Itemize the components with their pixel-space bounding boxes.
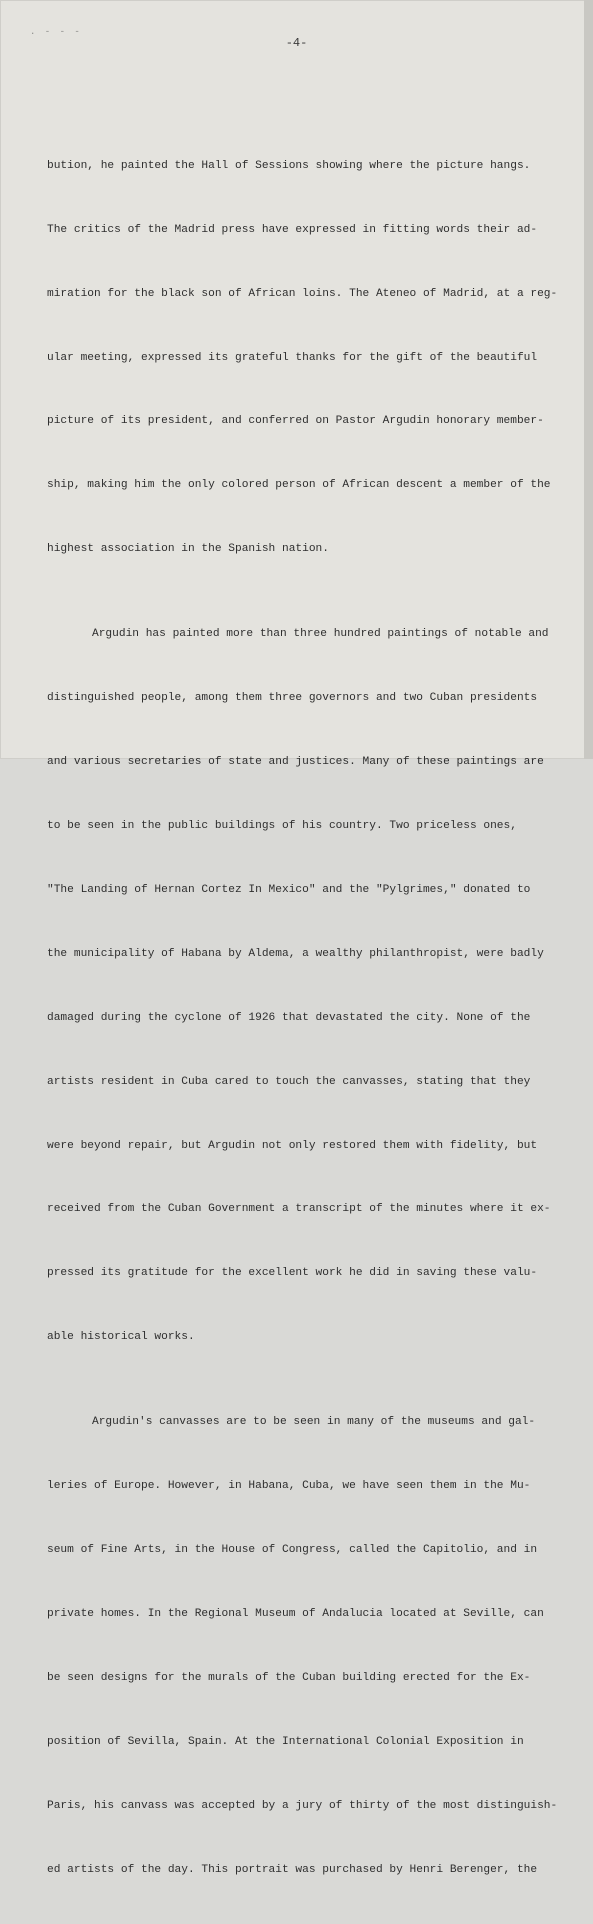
text-line: ular meeting, expressed its grateful thanks for the gift of the beautiful — [47, 351, 538, 364]
text-line: bution, he painted the Hall of Sessions showing where the picture hangs. — [47, 159, 531, 172]
text-line: damaged during the cyclone of 1926 that devastated the city. None of the — [47, 1011, 531, 1024]
text-line: seum of Fine Arts, in the House of Congress, called the Capitolio, and in — [47, 1544, 538, 1557]
text-line: "The Landing of Hernan Cortez In Mexico" and the "Pylgrimes," donated to — [47, 883, 531, 896]
text-line: be seen designs for the murals of the Cuban building erected for the Ex- — [47, 1671, 531, 1684]
page-number: -4- — [285, 36, 308, 50]
text-line: highest association in the Spanish nation. — [47, 543, 329, 556]
text-line: able historical works. — [47, 1331, 195, 1344]
text-line: picture of its president, and conferred on Pastor Argudin honorary member- — [47, 415, 544, 428]
body-text — [47, 92, 567, 1924]
text-line: ed artists of the day. This portrait was purchased by Henri Berenger, the — [47, 1863, 538, 1876]
text-line: Argudin's canvasses are to be seen in many of the museums and gal- — [92, 1416, 536, 1429]
text-line: ship, making him the only colored person of African descent a member of the — [47, 479, 551, 492]
text-line: distinguished people, among them three governors and two Cuban presidents — [47, 692, 538, 705]
text-line: pressed its gratitude for the excellent work he did in saving these valu- — [47, 1267, 538, 1280]
text-line: Paris, his canvass was accepted by a jury of thirty of the most distinguish- — [47, 1799, 558, 1812]
text-line: Argudin has painted more than three hundred paintings of notable and — [92, 628, 549, 641]
corner-marks: . - - - — [30, 27, 82, 37]
text-line: received from the Cuban Government a transcript of the minutes where it ex- — [47, 1203, 551, 1216]
text-line: artists resident in Cuba cared to touch the canvasses, stating that they — [47, 1075, 531, 1088]
text-line: The critics of the Madrid press have expressed in fitting words their ad- — [47, 223, 538, 236]
text-line: and various secretaries of state and justices. Many of these paintings are — [47, 756, 544, 769]
text-line: miration for the black son of African loins. The Ateneo of Madrid, at a reg- — [47, 287, 558, 300]
text-line: the municipality of Habana by Aldema, a wealthy philanthropist, were badly — [47, 947, 544, 960]
text-line: position of Sevilla, Spain. At the International Colonial Exposition in — [47, 1735, 524, 1748]
text-line: private homes. In the Regional Museum of Andalucia located at Seville, can — [47, 1608, 544, 1621]
text-line: to be seen in the public buildings of his country. Two priceless ones, — [47, 820, 517, 833]
page-edge — [584, 0, 593, 759]
text-line: leries of Europe. However, in Habana, Cuba, we have seen them in the Mu- — [47, 1480, 531, 1493]
text-line: were beyond repair, but Argudin not only restored them with fidelity, but — [47, 1139, 538, 1152]
